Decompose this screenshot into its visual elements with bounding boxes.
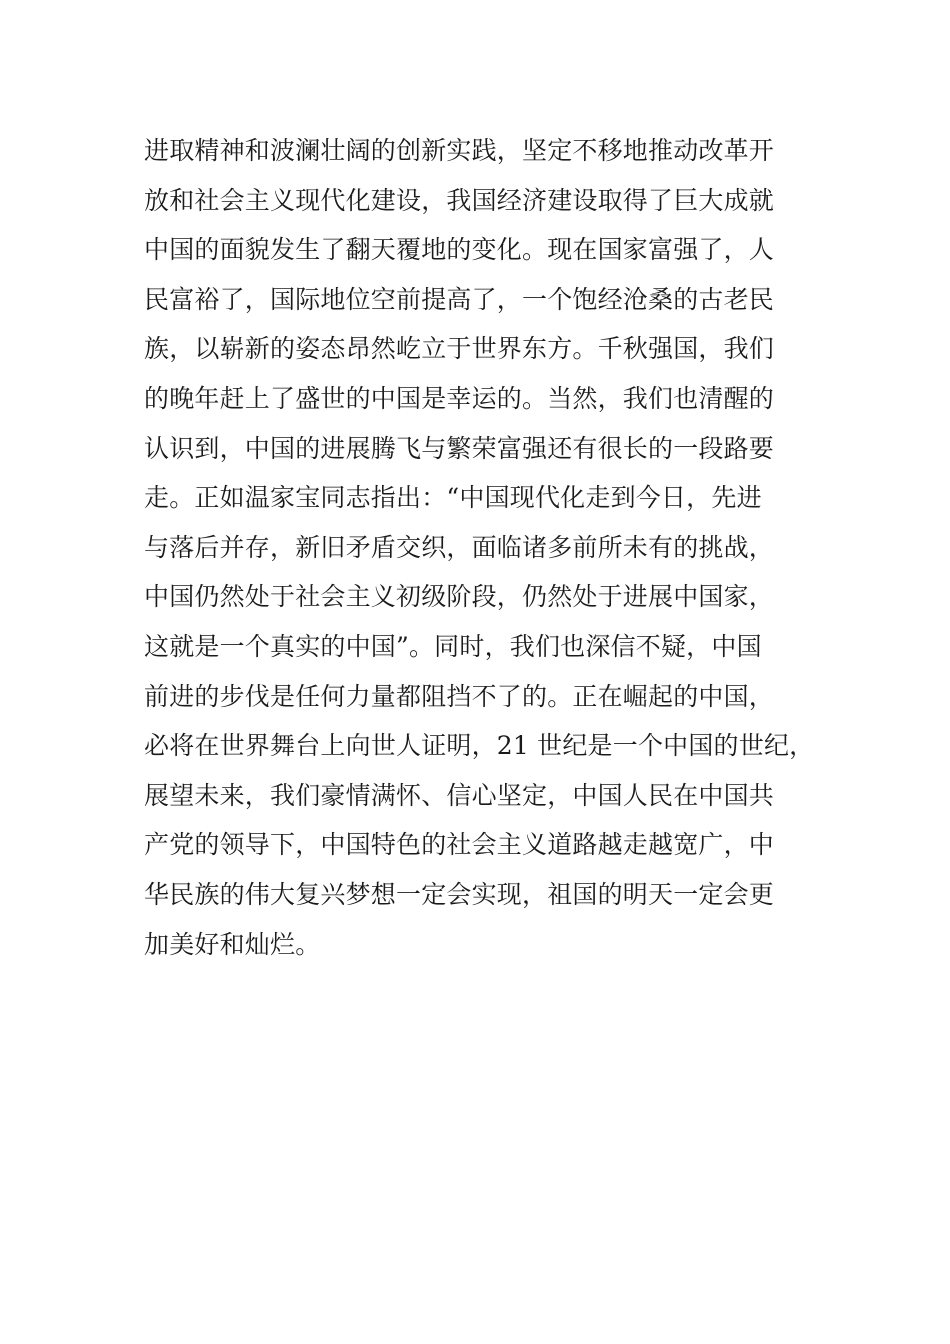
text-line: 加美好和灿烂。 [144,929,321,959]
body-paragraph [144,126,844,969]
text-line: 前进的步伐是任何力量都阻挡不了的。正在崛起的中国， [144,681,775,711]
text-line: 产党的领导下，中国特色的社会主义道路越走越宽广，中 [144,830,775,860]
text-line: 华民族的伟大复兴梦想一定会实现，祖国的明天一定会更 [144,879,775,909]
text-line: 的晚年赶上了盛世的中国是幸运的。当然，我们也清醒的 [144,383,775,413]
text-line: 与落后并存，新旧矛盾交织，面临诸多前所未有的挑战， [144,532,775,562]
text-line: 民富裕了，国际地位空前提高了，一个饱经沧桑的古老民 [144,284,775,314]
text-line: 这就是一个真实的中国”。同时，我们也深信不疑，中国 [144,631,762,661]
text-line: 进取精神和波澜壮阔的创新实践，坚定不移地推动改革开 [144,136,775,165]
text-line: 走。正如温家宝同志指出：“中国现代化走到今日，先进 [144,483,762,513]
text-line: 族，以崭新的姿态昂然屹立于世界东方。千秋强国，我们 [144,334,775,364]
text-line: 放和社会主义现代化建设，我国经济建设取得了巨大成就 [144,185,775,215]
text-line: 中国的面貌发生了翻天覆地的变化。现在国家富强了，人 [144,235,775,265]
text-line: 中国仍然处于社会主义初级阶段，仍然处于进展中国家， [144,582,775,612]
text-line: 必将在世界舞台上向世人证明，21 世纪是一个中国的世纪， [144,731,815,761]
text-line: 展望未来，我们豪情满怀、信心坚定，中国人民在中国共 [144,780,775,810]
text-line: 认识到，中国的进展腾飞与繁荣富强还有很长的一段路要 [144,433,775,463]
